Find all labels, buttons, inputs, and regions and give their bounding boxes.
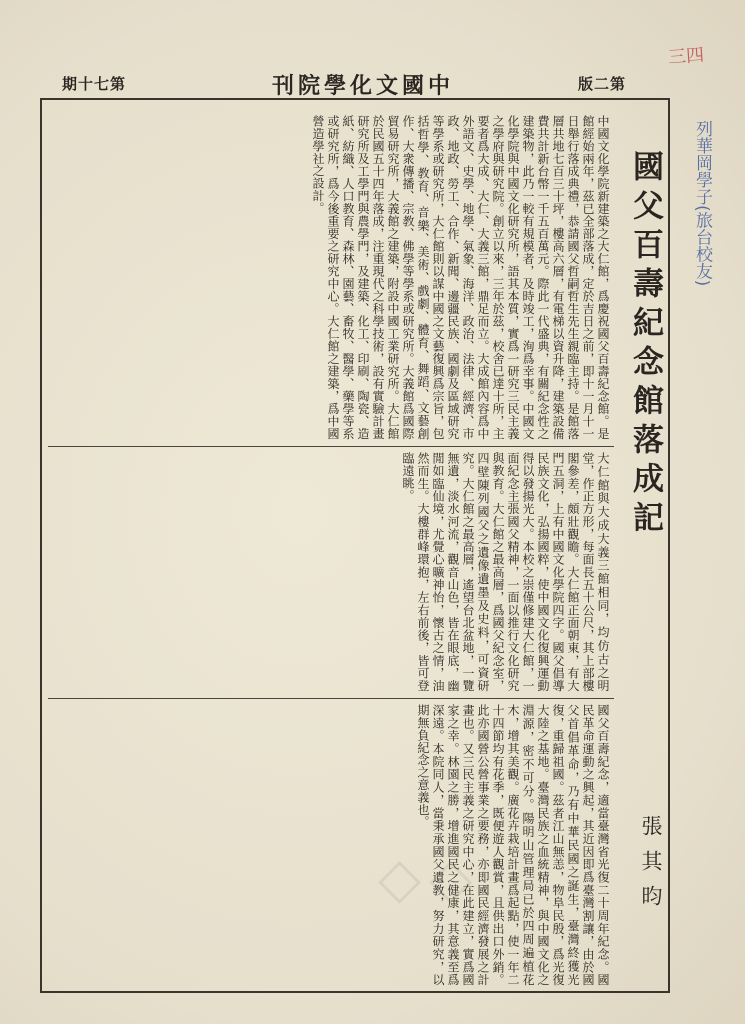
- handwritten-blue-note: 列華岡學子(旅台校友): [692, 120, 712, 287]
- publication-title: 刊院學化文國中: [272, 73, 455, 99]
- issue-number: 期十七第: [62, 75, 127, 93]
- article-text-block-middle: 大仁館與大成大義三館相同，均仿古之明堂，作正方形，每面長五十公尺，其上部樓閣參差，頗壯觀瞻。大仁館正面朝東，有大門五洞，上有中國文化學院四字。國父倡導民族文化，弘揚國粹，使中國文化復興運動得以發揚光大。本校之崇僅修建大仁館，一面紀念主張國父精神，一面以推行文化研究與教育。大仁館之最高層，爲國父紀念室，四壁陳列國父之遺像遺墨及史料，可資研究。大仁館之最高層，遙望台北盆地，一覽無遺，淡水河流，觀音山色，皆在眼底，幽閒如臨仙境，尤覺心曠神怡，懷古之情，油然而生。大樓群峰環抱，左右前後，皆可登臨遠眺。: [401, 452, 610, 692]
- faint-watermark: ◇◇: [378, 845, 481, 911]
- article-text-block-bottom: 國父百壽紀念，適當臺灣省光復二十周年紀念。國民革命運動之興起，其近因即爲臺灣割讓，由於國父首倡革命，乃有中華民國之誕生，臺灣終獲光復，重歸祖國。茲者江山無恙，物阜民殷，爲光復大陸之基地。臺灣民族之血統精神，與中國文化之淵源，密不可分。陽明山管理局已於四周遍植花木，增其美觀。廣花卉栽培計畫爲起點，使一年二十四節均有花季，既便遊人觀賞，且供出口外銷。此亦國營公營事業之要務，亦即國民經濟發展之計畫也。又三民主義之研究中心，在此建立，實爲國家之幸。林園之勝，增進國民之健康，其意義至爲深遠。本院同人，當秉承國父遺教，努力研究，以期無負紀念之意義也。: [416, 704, 610, 986]
- column-divider: [48, 698, 614, 699]
- column-divider: [48, 446, 614, 447]
- article-author: 張其昀: [639, 815, 663, 920]
- article-headline: 國父百壽紀念館落成記: [627, 150, 663, 540]
- handwritten-red-note: 三四: [667, 44, 705, 69]
- page-number: 版二第: [578, 75, 627, 93]
- article-text-block-top: 中國文化學院新建築之大仁館，爲慶祝國父百壽紀念館。是館經始兩年，茲已全部落成，定於吉日之前，即十一月十一日舉行落成典禮，恭請國父哲嗣哲生先生親臨主持。是館落層共地七百三十坪，樓高六層，有電梯以資升降，建築設備費共計新台幣一千五百萬元。際此一代盛典，有關紀念性之建築物，此乃一較有規模者，及時竣工，洵爲幸事。中國文化學院與中國文化研究所，語其本質，實爲一研究三民主義之學府與研究院。創立以來，三年於茲，校舍已達十所，主要者爲大成、大仁、大義三館，鼎足而立。大成館內容爲中外語文、史學、地學、氣象、海洋、政治、法律、經濟、市政、地政、勞工、合作、新聞、邊疆民族、國劇及區域研究等學系或研究所，大仁館則以謀中國之文藝復興爲宗旨，包括哲學、教育、音樂、美術、戲劇、體育、舞蹈、文藝創作、大衆傳播、宗教、佛學等學系或研究所。大義館爲國際貿易研究所，大義館之建築，附設中國工業研究所。大仁館於民國五十四年落成，注重現代之科學技術，設有實驗計畫研究所及工學門與農學門，及建築、化工、印刷、陶瓷、造紙、紡織、人口教育、森林、園藝、畜牧、醫學、藥學等系或研究所，爲今後重要之研究中心。大仁館之建築，爲中國營造學社之設計。: [311, 115, 610, 440]
